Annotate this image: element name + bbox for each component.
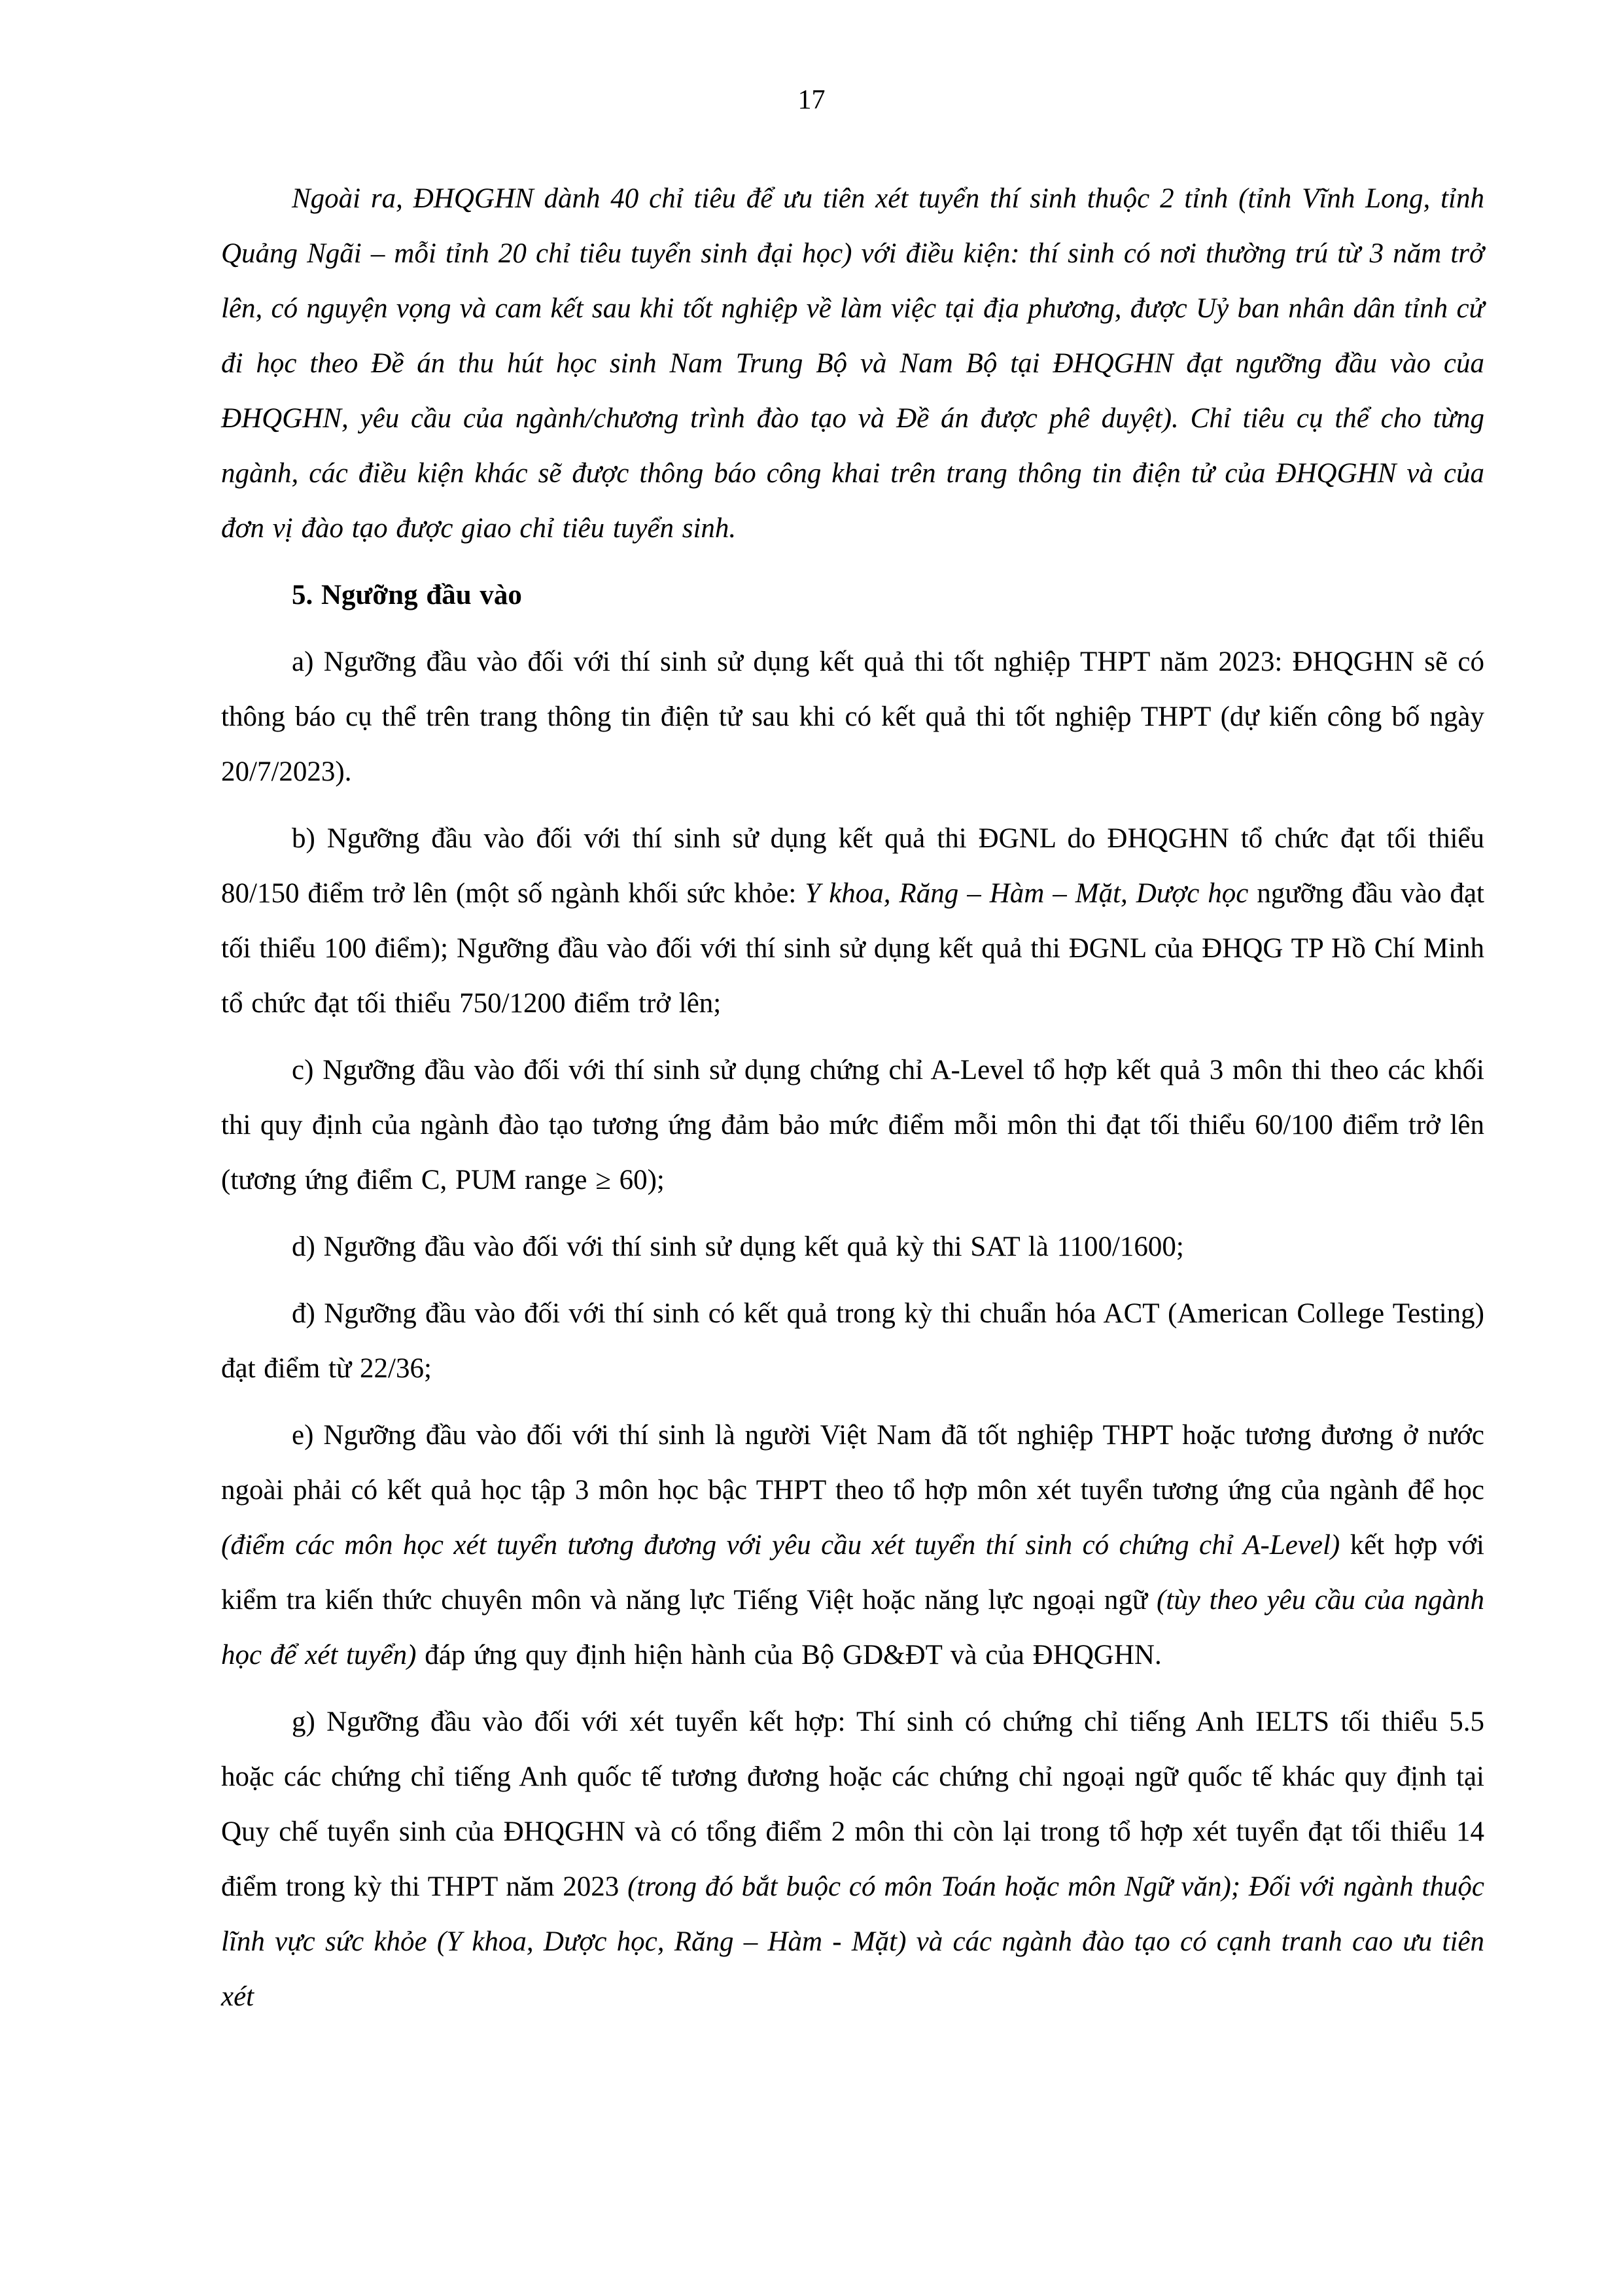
paragraph-muc-g	[221, 1695, 1484, 2024]
paragraph-muc-b	[221, 811, 1484, 1031]
text-run: d) Ngưỡng đầu vào đối với thí sinh sử dụng kết quả kỳ thi SAT là 1100/1600;	[292, 1231, 1184, 1262]
text-run: e) Ngưỡng đầu vào đối với thí sinh là người Việt Nam đã tốt nghiệp THPT hoặc tương đương ở nước ngoài phải có kết quả học tập 3 môn học bậc THPT theo tổ hợp môn xét tuyển tương ứng của ngành để học	[221, 1420, 1484, 1506]
page-number: 17	[797, 85, 826, 115]
text-run: (tùy theo yêu cầu của ngành học để xét tuyển)	[221, 1585, 1484, 1670]
paragraph-intro-uu-tien	[221, 171, 1484, 556]
text-run: ngưỡng đầu vào đạt tối thiểu 100 điểm); Ngưỡng đầu vào đối với thí sinh sử dụng kết quả thi ĐGNL của ĐHQG TP Hồ Chí Minh tổ chức đạt tối thiểu 750/1200 điểm trở lên;	[221, 878, 1485, 1019]
heading-text: 5. Ngưỡng đầu vào	[292, 580, 522, 610]
text-run: a) Ngưỡng đầu vào đối với thí sinh sử dụng kết quả thi tốt nghiệp THPT năm 2023: ĐHQGHN sẽ có thông báo cụ thể trên trang thông tin điện tử sau khi có kết quả thi tốt nghiệp THPT (dự kiến công bố ngày 20/7/2023).	[221, 646, 1484, 787]
paragraph-muc-c	[221, 1043, 1484, 1208]
text-run: kết hợp với kiểm tra kiến thức chuyên môn và năng lực Tiếng Việt hoặc năng lực ngoại ngữ	[221, 1530, 1484, 1616]
text-run: (trong đó bắt buộc có môn Toán hoặc môn Ngữ văn); Đối với ngành thuộc lĩnh vực sức khỏe (Y khoa, Dược học, Răng – Hàm - Mặt) và các ngành đào tạo có cạnh tranh cao ưu tiên xét	[221, 1871, 1484, 2012]
paragraph-muc-dd	[221, 1286, 1484, 1396]
text-run: đáp ứng quy định hiện hành của Bộ GD&ĐT và của ĐHQGHN.	[416, 1640, 1162, 1670]
paragraph-muc-d	[221, 1220, 1484, 1275]
text-run: (điểm các môn học xét tuyển tương đương với yêu cầu xét tuyển thí sinh có chứng chỉ A-Level)	[221, 1530, 1340, 1561]
text-run: Ngoài ra, ĐHQGHN dành 40 chỉ tiêu để ưu tiên xét tuyển thí sinh thuộc 2 tỉnh (tỉnh Vĩnh Long, tỉnh Quảng Ngãi – mỗi tỉnh 20 chỉ tiêu tuyển sinh đại học) với điều kiện: thí sinh có nơi thường trú từ 3 năm trở lên, có nguyện vọng và cam kết sau khi tốt nghiệp về làm việc tại địa phương, được Uỷ ban nhân dân tỉnh cử đi học theo Đề án thu hút học sinh Nam Trung Bộ và Nam Bộ tại ĐHQGHN đạt ngưỡng đầu vào của ĐHQGHN, yêu cầu của ngành/chương trình đào tạo và Đề án được phê duyệt). Chỉ tiêu cụ thể cho từng ngành, các điều kiện khác sẽ được thông báo công khai trên trang thông tin điện tử của ĐHQGHN và của đơn vị đào tạo được giao chỉ tiêu tuyển sinh.	[221, 183, 1484, 544]
text-run: đ) Ngưỡng đầu vào đối với thí sinh có kết quả trong kỳ thi chuẩn hóa ACT (American College Testing) đạt điểm từ 22/36;	[221, 1298, 1484, 1384]
text-run: Y khoa, Răng – Hàm – Mặt, Dược học	[805, 878, 1249, 909]
text-run: b) Ngưỡng đầu vào đối với thí sinh sử dụng kết quả thi ĐGNL do ĐHQGHN tổ chức đạt tối thiểu 80/150 điểm trở lên (một số ngành khối sức khỏe:	[221, 823, 1484, 909]
section-heading-nguong-dau-vao	[221, 568, 1484, 623]
text-run: c) Ngưỡng đầu vào đối với thí sinh sử dụng chứng chỉ A-Level tổ hợp kết quả 3 môn thi theo các khối thi quy định của ngành đào tạo tương ứng đảm bảo mức điểm mỗi môn thi đạt tối thiểu 60/100 điểm trở lên (tương ứng điểm C, PUM range ≥ 60);	[221, 1055, 1484, 1195]
paragraph-muc-e	[221, 1408, 1484, 1683]
text-run: g) Ngưỡng đầu vào đối với xét tuyển kết hợp: Thí sinh có chứng chỉ tiếng Anh IELTS tối thiểu 5.5 hoặc các chứng chỉ tiếng Anh quốc tế tương đương hoặc các chứng chỉ ngoại ngữ quốc tế khác quy định tại Quy chế tuyển sinh của ĐHQGHN và có tổng điểm 2 môn thi còn lại trong tổ hợp xét tuyển đạt tối thiểu 14 điểm trong kỳ thi THPT năm 2023	[221, 1706, 1484, 1902]
paragraph-muc-a	[221, 635, 1484, 800]
